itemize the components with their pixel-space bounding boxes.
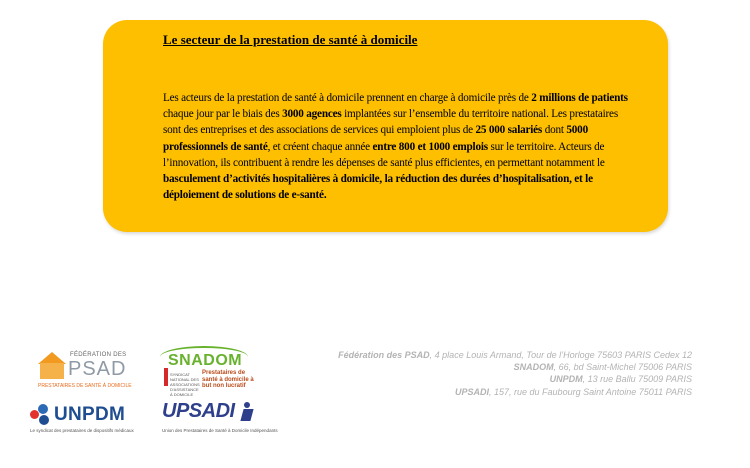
snadom-logo-name: SNADOM [168,352,243,369]
unpdm-logo [30,402,134,436]
psad-logo-federation: FÉDÉRATION DES [70,352,127,358]
address-line [338,373,692,385]
body-bold-emplois: entre 800 et 1000 emplois [372,140,488,153]
address-org: Fédération des PSAD [338,350,430,360]
info-card [103,20,668,232]
address-org: UNPDM [549,374,583,385]
snadom-logo [158,346,256,397]
body-text-6: sur le territoire. Acteurs de l’innovation, ils contribuent à rendre les dépenses de santé plus efficientes, en permettant notamment le [163,140,605,169]
body-bold-salaries: 25 000 salariés [475,124,543,137]
address-text: , 4 place Louis Armand, Tour de l’Horloge 75603 PARIS Cedex 12 [429,350,692,360]
body-bold-patients: 2 millions de patients [531,92,628,104]
upsadi-logo-name: UPSADI [162,400,235,422]
house-icon [40,363,64,379]
unpdm-mark-icon [30,404,52,426]
address-org: UPSADI [455,386,490,397]
body-text-4: dont [542,124,567,137]
address-line [338,349,692,361]
upsadi-logo-subtitle: Union des Prestataires de Santé à Domicile Indépendants [162,428,278,433]
body-bold-professionnels: 5000 professionnels de santé [163,124,588,153]
psad-logo-name: PSAD [68,358,127,380]
address-org: SNADOM [513,362,554,373]
body-text-5: , et créent chaque année [267,140,373,153]
snadom-logo-small-text: SYNDICAT NATIONAL DES ASSOCIATIONS D'ASSISTANCE À DOMICILE [170,372,200,397]
unpdm-logo-subtitle: Le syndicat des prestataires de dispositifs médicaux [30,428,134,433]
upsadi-logo [160,400,278,436]
address-block [338,349,692,398]
address-text: , 157, rue du Faubourg Saint Antoine 75011 PARIS [489,386,692,397]
address-line [338,361,692,373]
address-line [338,386,692,398]
unpdm-logo-name: UNPDM [54,404,126,425]
card-title: Le secteur de la prestation de santé à domicile [163,32,418,47]
psad-logo-subtitle: PRESTATAIRES DE SANTÉ À DOMICILE [38,383,132,389]
card-body-text [163,90,633,203]
body-text-3: implantées sur l’ensemble du territoire national. Les prestataires sont des entreprises et des associations de services qui emploient plus de [163,108,618,137]
body-bold-agences: 3000 agences [282,108,342,121]
address-text: , 13 rue Ballu 75009 PARIS [582,374,692,385]
body-bold-basculement: basculement d’activités hospitalières à domicile, la réduction des durées d’hospitalisation, et le déploiement de solutions de e-santé. [163,173,593,202]
body-text-2: chaque jour par le biais des [163,108,283,121]
red-bar-icon [164,368,168,386]
snadom-logo-tagline: Prestataires de santé à domicile à but non lucratif [202,370,254,389]
address-text: , 66, bd Saint-Michel 75006 PARIS [553,362,692,373]
psad-logo [30,350,130,392]
body-text-1: Les acteurs de la prestation de santé à domicile prennent en charge à domicile près de [163,92,532,104]
running-person-icon [238,402,256,422]
